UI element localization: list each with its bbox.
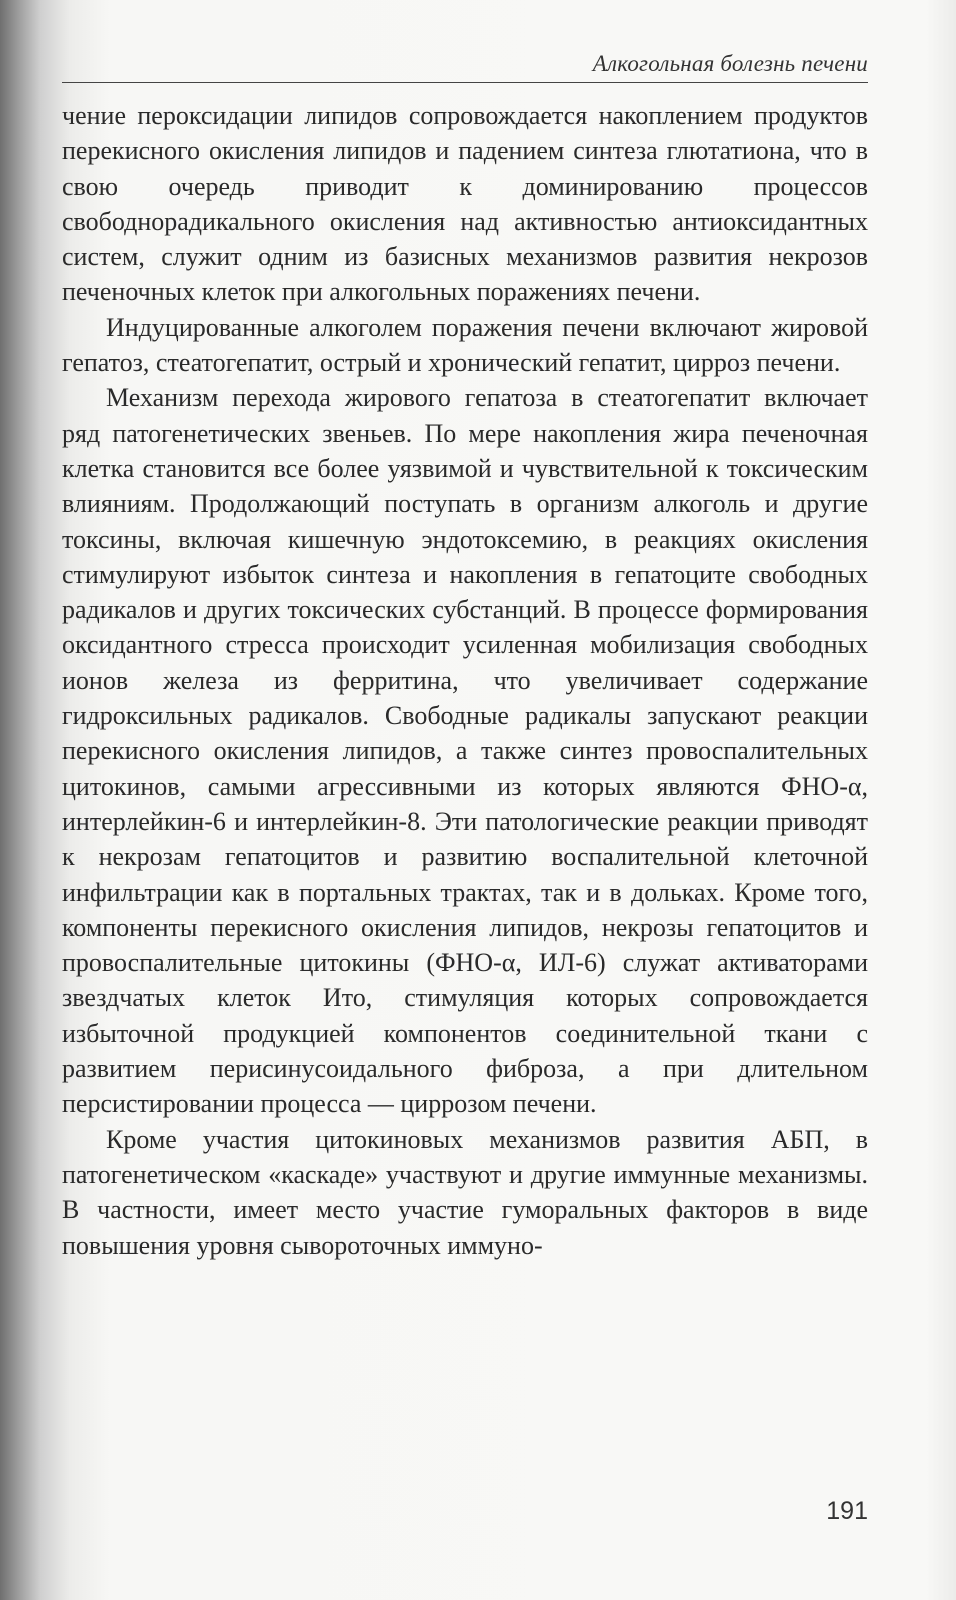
paragraph-4: Кроме участия цитокиновых механизмов развития АБП, в патогенетическом «каскаде» участвуют и другие иммунные механизмы. В частности, имеет место участие гуморальных факторов в виде повышения уровня сывороточных иммуно- bbox=[62, 1124, 868, 1260]
body-text bbox=[62, 98, 868, 1263]
page-number: 191 bbox=[826, 1497, 868, 1525]
paragraph-1: чение пероксидации липидов сопровождается накоплением продуктов перекисного окисления липидов и падением синтеза глютатиона, что в свою очередь приводит к доминированию процессов свободнорадикального окисления над активностью антиоксидантных систем, служит одним из базисных механизмов развития некрозов печеночных клеток при алкогольных поражениях печени. bbox=[62, 101, 868, 307]
paragraph-3: Механизм перехода жирового гепатоза в стеатогепатит включает ряд патогенетических звеньев. По мере накопления жира печеночная клетка становится все более уязвимой и чувствительной к токсическим влияниям. Продолжающий поступать в организм алкоголь и другие токсины, включая кишечную эндотоксемию, в реакциях окисления стимулируют избыток синтеза и накопления в гепатоците свободных радикалов и других токсических субстанций. В процессе формирования оксидантного стресса происходит усиленная мобилизация свободных ионов железа из ферритина, что увеличивает содержание гидроксильных радикалов. Свободные радикалы запускают реакции перекисного окисления липидов, а также синтез провоспалительных цитокинов, самыми агрессивными из которых являются ФНО-α, интерлейкин-6 и интерлейкин-8. Эти патологические реакции приводят к некрозам гепатоцитов и развитию воспалительной клеточной инфильтрации как в портальных трактах, так и в дольках. Кроме того, компоненты перекисного окисления липидов, некрозы гепатоцитов и провоспалительные цитокины (ФНО-α, ИЛ-6) служат активаторами звездчатых клеток Ито, стимуляция которых сопровождается избыточной продукцией компонентов соединительной ткани с развитием перисинусоидального фиброза, а при длительном персистировании процесса — циррозом печени. bbox=[62, 383, 868, 1119]
paragraph-2: Индуцированные алкоголем поражения печени включают жировой гепатоз, стеатогепатит, острый и хронический гепатит, цирроз печени. bbox=[62, 312, 868, 378]
header-rule bbox=[62, 82, 868, 83]
running-header: Алкогольная болезнь печени bbox=[592, 51, 868, 76]
